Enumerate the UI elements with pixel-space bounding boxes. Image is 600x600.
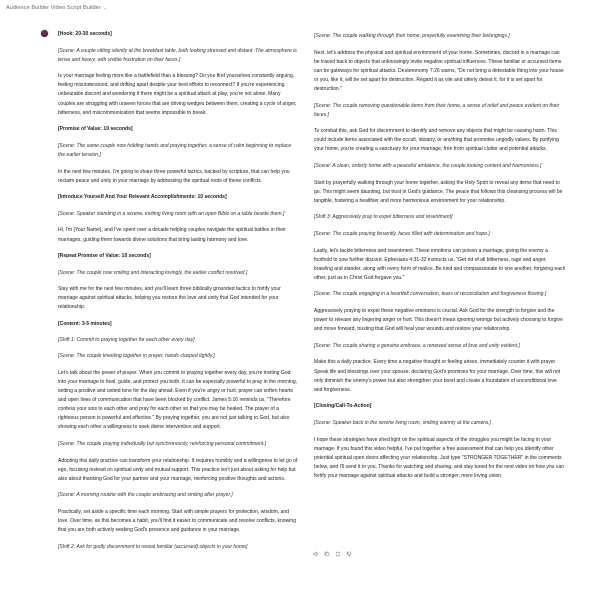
scene-direction: [Scene: The same couple now holding hands and praying together, a sense of calm beginning to replace the earlier tension.] — [58, 142, 292, 158]
section-heading: [Repeat Promise of Value: 10 seconds] — [58, 253, 151, 260]
script-paragraph: In the next few minutes, I'm going to share three powerful tactics, backed by scripture, that can help you reclaim peace and unity in your marriage by addressing the spiritual roots of these conflicts. — [58, 168, 290, 184]
scene-direction: [Scene: The couple praying individually but synchronously, reinforcing personal commitment.] — [58, 441, 267, 447]
script-paragraph: Stay with me for the next few minutes, and you'll learn three biblically grounded tactics to fortify your marriage against spiritual attacks, helping you restore the love and unity that God intended for your relationship. — [58, 286, 281, 311]
script-paragraph: Is your marriage feeling more like a battlefield than a blessing? Do you find yourselves constantly arguing, feeling misunderstood, and drifting apart despite your best efforts to reconnect? If you're experiencing unbearable discord and wondering if there might be a spiritual attack at play, you're not alone. Many couples are struggling with unseen forces that are driving wedges between them, creating a cycle of anger, bitterness, and miscommunication that seems impossible to break. — [58, 73, 297, 116]
scene-direction: [Scene: Speaker standing in a serene, inviting living room with an open Bible on a table beside them.] — [58, 210, 285, 217]
scene-direction: [Scene: The couple sharing a genuine embrace, a renewed sense of love and unity evident.] — [314, 342, 520, 349]
script-paragraph: Next, let's address the physical and spiritual environment of your home. Sometimes, discord in a marriage can be traced back to objects that unknowingly invite negative spiritual influences. These familiar or accursed items can be gateways for spiritual attacks. Deuteronomy 7:26 warns, "Do not bring a detestable thing into your house or you, like it, will be set apart for destruction. Regard it as vile and utterly detest it, for it is set apart for destruction." — [314, 49, 564, 92]
section-heading: [Introduce Yourself And Your Relevant Accomplishments: 10 seconds] — [58, 194, 227, 201]
scene-direction: [Scene: The couple now smiling and interacting lovingly, the earlier conflict resolved.] — [58, 269, 248, 276]
chevron-down-icon: ⌄ — [102, 5, 107, 11]
script-paragraph: Aggressively praying to expel these negative emotions is crucial. Ask God for the strength to forgive and the power to release any lingering anger or hurt. This doesn't mean ignoring wrongs but actively choosing to forgive and move forward, trusting that God will heal your wounds and restore your relationship. — [314, 308, 563, 333]
script-paragraph: I hope these strategies have shed light on the spiritual aspects of the struggles you might be facing in your marriage. If you found this video helpful, I've put together a free assessment that can help you identify other potential spiritual open doors affecting your relationship. Just type "STRONGER TOGETHER" in the comments below, and I'll send it to you. Thanks for watching and sharing, and stay tuned for the next video on how you can fortify your marriage against spiritual attacks and build a stronger, more loving union. — [314, 436, 565, 479]
read-aloud-button[interactable] — [313, 551, 319, 557]
scene-direction: [Scene: A couple sitting silently at the breakfast table, both looking stressed and distant. The atmosphere is tense and heavy, with visible frustration on their faces.] — [58, 47, 297, 63]
copy-button[interactable] — [324, 551, 330, 557]
assistant-avatar-icon — [41, 30, 48, 37]
section-heading: [Closing/Call-To-Action] — [314, 403, 372, 410]
section-heading: [Content: 3-5 minutes] — [58, 321, 112, 328]
section-heading: [Hook: 20-30 seconds] — [58, 31, 112, 37]
copy-icon — [324, 551, 330, 557]
script-paragraph: Make this a daily practice. Every time a negative thought or feeling arises, immediately counter it with prayer. Speak life and blessings over your spouse, declaring God's promises for your marriage. Over time, this will not only diminish the enemy's power but also strengthen your bond and create a foundation of unconditional love and forgiveness. — [314, 359, 561, 393]
shift-label: [Shift 3: Aggressively pray to expel bitterness and resentment] — [314, 214, 453, 221]
script-paragraph: Let's talk about the power of prayer. When you commit to praying together every day, you're inviting God into your marriage to heal, guide, and protect you both. It can be especially powerful to pray in the morning, setting a positive and united tone for the day ahead. Even if you're angry or hurt, prayer can soften hearts and open lines of communication that have been blocked by conflict. James 5:16 reminds us, "Therefore confess your sins to each other and pray for each other so that you may be healed. The prayer of a righteous person is powerful and effective." By praying together, you are not just talking to God, but also showing each other a willingness to seek divine intervention and support. — [58, 369, 298, 431]
script-paragraph: Lastly, let's tackle bitterness and resentment. These emotions can poison a marriage, giving the enemy a foothold to sow further discord. Ephesians 4:31-32 instructs us, "Get rid of all bitterness, rage and anger, brawling and slander, along with every form of malice. Be kind and compassionate to one another, forgiving each other, just as in Christ God forgave you." — [314, 247, 566, 281]
shift-label: [Shift 1: Commit to praying together for each other every day] — [58, 336, 195, 343]
scene-direction: [Scene: A clean, orderly home with a peaceful ambiance, the couple looking content and harmonious.] — [314, 163, 542, 170]
scene-direction: [Scene: A morning routine with the couple embracing and smiling after prayer.] — [58, 492, 233, 499]
regenerate-button[interactable] — [335, 551, 341, 557]
scene-direction: [Scene: The couple engaging in a heartfelt conversation, tears of reconciliation and forgiveness flowing.] — [314, 291, 547, 298]
message-column-right — [314, 32, 566, 488]
script-paragraph: Practically, set aside a specific time each morning. Start with simple prayers for protection, wisdom, and love. Over time, as this becomes a habit, you'll find it easier to communicate and resolve conflicts, knowing that you are both actively seeking God's presence and guidance in your marriage. — [58, 508, 296, 534]
scene-direction: [Scene: The couple praying fervently, faces filled with determination and hope.] — [314, 231, 490, 237]
app-title: Audience Builder Video Script Builder — [6, 5, 101, 11]
script-paragraph: Hi, I'm [Your Name], and I've spent over a decade helping couples navigate the spiritual battles in their marriages, guiding them towards divine solutions that bring lasting harmony and love. — [58, 227, 286, 243]
top-bar — [0, 0, 600, 18]
section-heading: [Promise of Value: 10 seconds] — [58, 126, 133, 133]
message-actions — [313, 551, 352, 557]
scene-direction: [Scene: The couple walking through their home, prayerfully examining their belongings.] — [314, 33, 510, 39]
bad-response-button[interactable] — [346, 551, 352, 557]
shift-label: [Shift 2: Ask for godly discernment to reveal familiar (accursed) objects in your home] — [58, 543, 248, 550]
scene-direction: [Scene: The couple kneeling together in prayer, hands clasped tightly.] — [58, 353, 215, 360]
script-paragraph: Start by prayerfully walking through your home together, asking the Holy Spirit to reveal any items that need to go. This might seem daunting, but trust in God's guidance. The peace that follows this cleansing process will be tangible, fostering a healthier and more harmonious environment for your relationship. — [314, 179, 563, 204]
message-column-left — [58, 30, 298, 559]
regenerate-icon — [335, 551, 341, 557]
speaker-icon — [313, 551, 319, 557]
script-paragraph: To combat this, ask God for discernment to identify and remove any objects that might be causing harm. This could include items associated with the occult, idolatry, or anything that promotes ungodly values. By purifying your home, you're creating a sanctuary for your marriage, free from spiritual clutter and potential attacks. — [314, 128, 559, 153]
thumbs-down-icon — [346, 551, 352, 557]
scene-direction: [Scene: The couple removing questionable items from their home, a sense of relief and peace evident on their faces.] — [314, 102, 560, 118]
model-selector[interactable] — [6, 5, 107, 11]
script-paragraph: Adopting this daily practice can transform your relationship. It requires humility and a willingness to let go of ego, focusing instead on spiritual unity and mutual support. This practice isn't just about asking for help but also about thanking God for your partner and your marriage, reinforcing positive thoughts and actions. — [58, 457, 298, 482]
scene-direction: [Scene: Speaker back in the serene living room, smiling warmly at the camera.] — [314, 419, 491, 426]
